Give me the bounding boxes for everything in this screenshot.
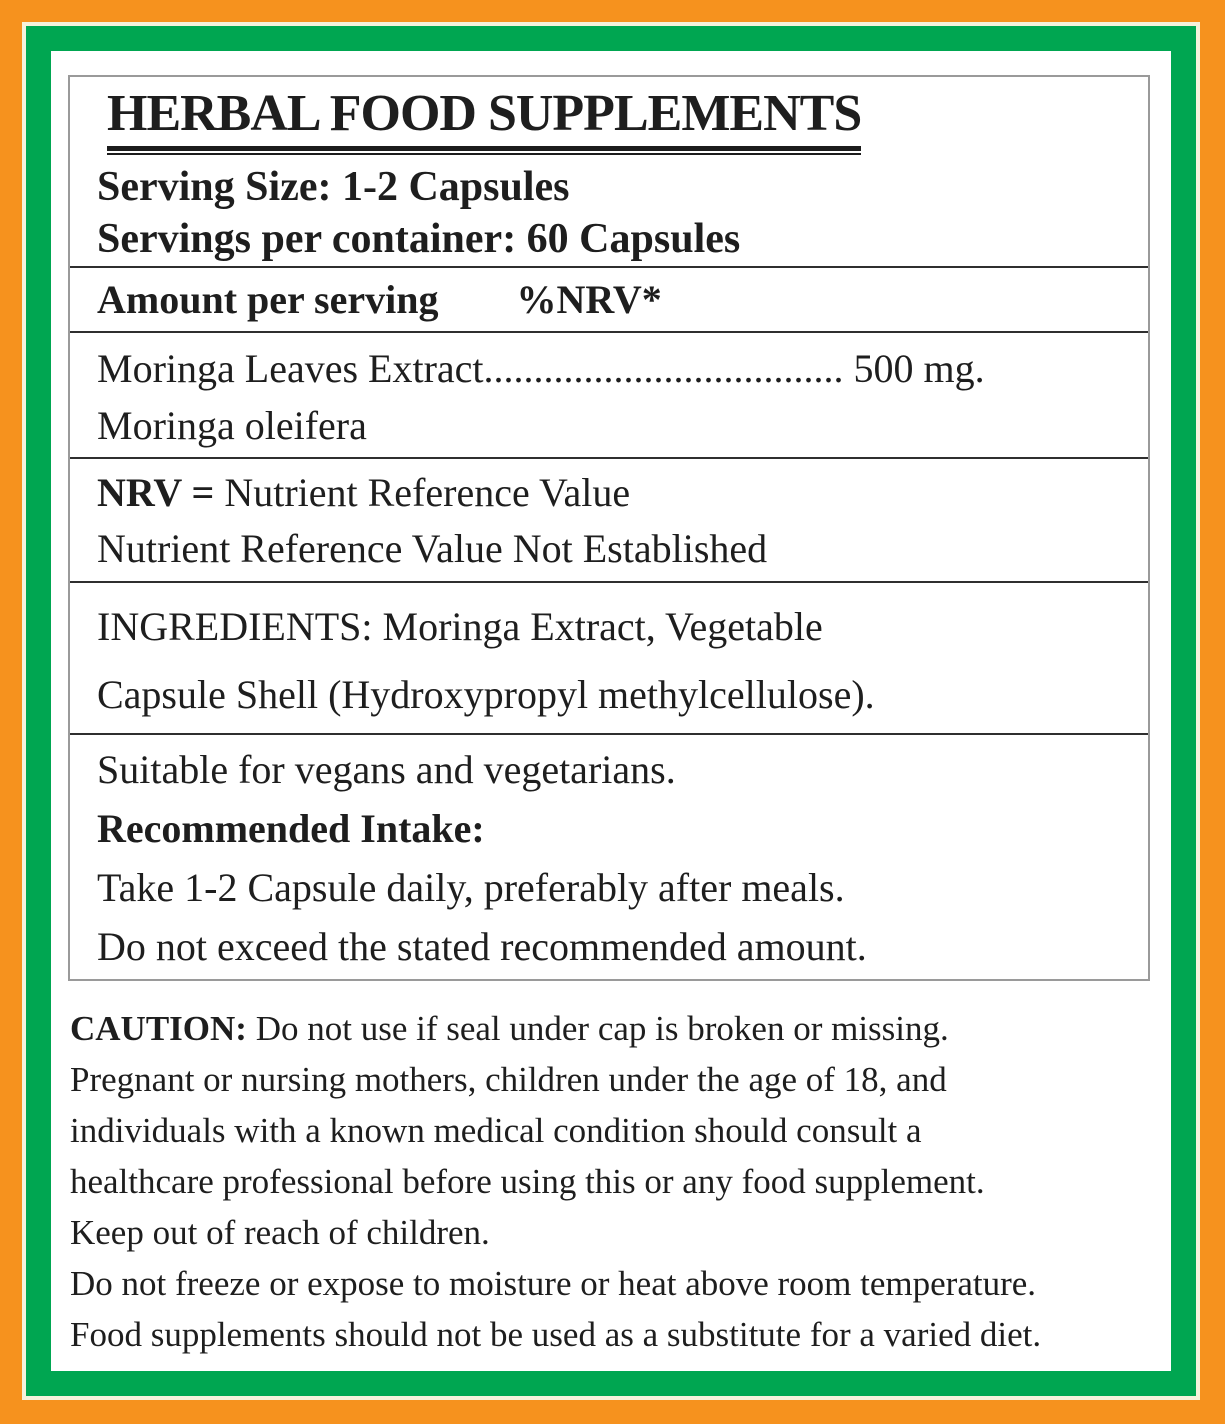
nrv-definition-line [97, 465, 1130, 521]
inner-green-border [26, 26, 1196, 1396]
caution-block [70, 1003, 1156, 1360]
servings-per-container-line: Servings per container: 60 Capsules [97, 216, 741, 262]
intake-instruction: Take 1-2 Capsule daily, preferably after meals. [97, 865, 845, 910]
caution-line-5: Keep out of reach of children. [70, 1213, 490, 1252]
nrv-column-header: %NRV* [516, 277, 662, 322]
label-content-area [51, 51, 1171, 1371]
amount-header-section [70, 268, 1148, 333]
exceed-warning: Do not exceed the stated recommended amount. [97, 924, 867, 969]
header-section [70, 77, 1148, 268]
ingredients-line-1: INGREDIENTS: Moringa Extract, Vegetable [97, 604, 823, 649]
nrv-not-established-line: Nutrient Reference Value Not Established [97, 526, 768, 571]
serving-size-line: Serving Size: 1-2 Capsules [97, 164, 570, 210]
active-ingredient-section [70, 333, 1148, 459]
caution-label: CAUTION: [70, 1009, 247, 1048]
ingredient-amount-line: Moringa Leaves Extract.................................... 500 mg. [97, 346, 985, 391]
caution-line-4: healthcare professional before using this or any food supplement. [70, 1162, 985, 1201]
nrv-definition-text: Nutrient Reference Value [224, 470, 631, 515]
caution-line-2: Pregnant or nursing mothers, children under the age of 18, and [70, 1060, 947, 1099]
caution-line-1-text: Do not use if seal under cap is broken or missing. [255, 1009, 949, 1048]
supplement-facts-panel [68, 75, 1150, 981]
vegan-suitability-note: Suitable for vegans and vegetarians. [97, 747, 676, 792]
ingredients-list-section [70, 583, 1148, 735]
ingredient-latin-name: Moringa oleifera [97, 403, 367, 448]
nrv-note-section [70, 459, 1148, 583]
caution-line-6: Do not freeze or expose to moisture or heat above room temperature. [70, 1264, 1037, 1303]
panel-title: HERBAL FOOD SUPPLEMENTS [107, 85, 861, 151]
nrv-abbrev: NRV = [97, 470, 215, 515]
caution-line-1 [70, 1003, 1156, 1054]
caution-line-7: Food supplements should not be used as a substitute for a varied diet. [70, 1315, 1042, 1354]
title-row [107, 85, 1130, 151]
caution-line-3: individuals with a known medical condition should consult a [70, 1111, 922, 1150]
amount-per-serving-header: Amount per serving [97, 277, 439, 322]
recommended-intake-heading: Recommended Intake: [97, 806, 485, 851]
ingredients-line-2: Capsule Shell (Hydroxypropyl methylcellulose). [97, 672, 875, 717]
cream-divider-line [22, 22, 1200, 1400]
usage-section [70, 735, 1148, 979]
